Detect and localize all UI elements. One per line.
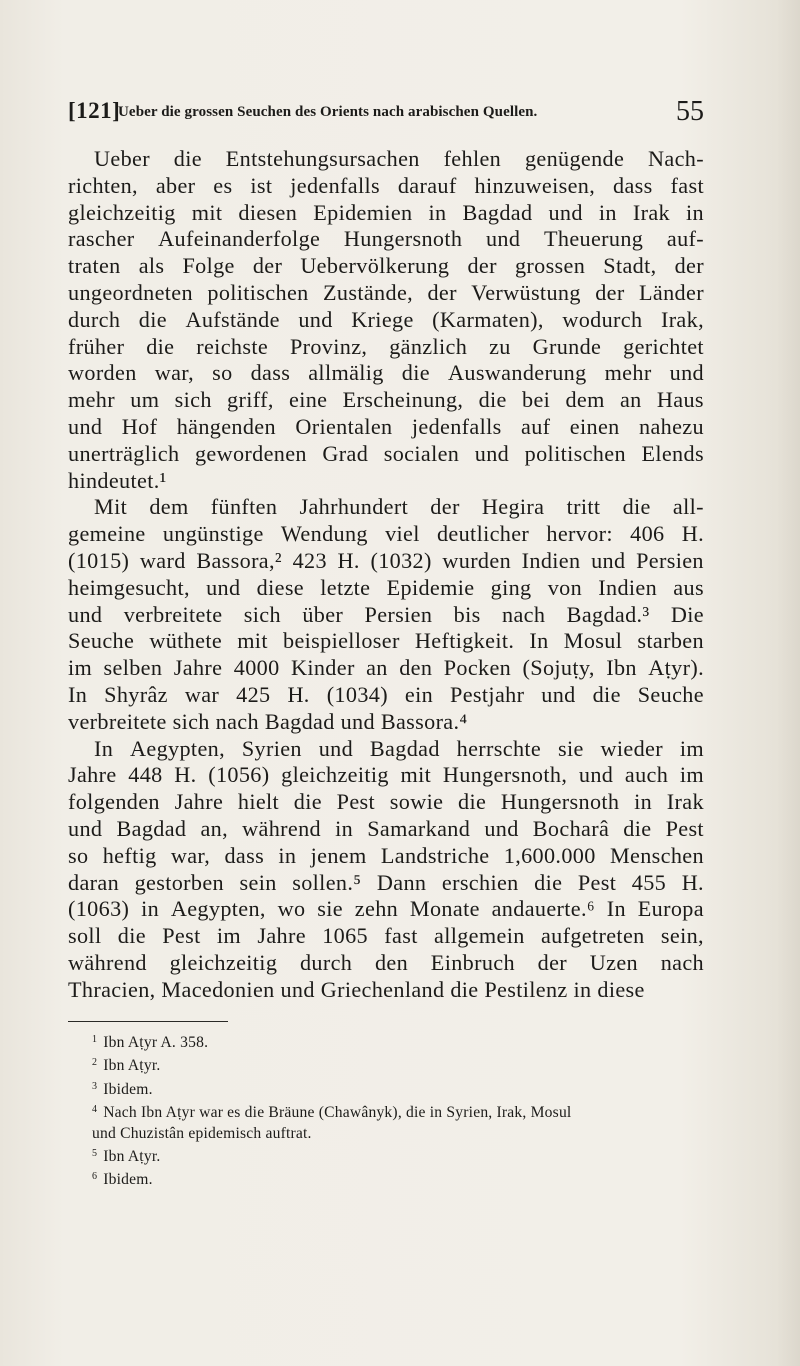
text-line: im selben Jahre 4000 Kinder an den Pocken (Sojuṭy, Ibn Aṭyr). (68, 655, 704, 681)
text-line: gleichzeitig mit diesen Epidemien in Bagdad und in Irak in (68, 199, 704, 225)
text-line: und Bagdad an, während in Samarkand und Bocharâ die Pest (68, 815, 704, 841)
footnote-number: 2 (92, 1057, 98, 1069)
text-line: daran gestorben sein sollen.⁵ Dann erschien die Pest 455 H. (68, 869, 704, 895)
footnote-number: 1 (92, 1034, 98, 1045)
page-header (68, 98, 704, 134)
footnote-text: Ibidem. (103, 1171, 153, 1189)
text-line: soll die Pest im Jahre 1065 fast allgemein aufgetreten sein, (68, 923, 704, 949)
text-line: früher die reichste Provinz, gänzlich zu Grunde gerichtet (68, 333, 704, 359)
text-line: richten, aber es ist jedenfalls darauf hinzuweisen, dass fast (68, 172, 704, 198)
footnote (92, 1100, 704, 1123)
footnotes (92, 1030, 704, 1191)
footnote (92, 1144, 704, 1167)
text-line: Thracien, Macedonien und Griechenland die Pestilenz in diese (68, 976, 645, 1002)
text-line: Jahre 448 H. (1056) gleichzeitig mit Hungersnoth, und auch im (68, 762, 704, 788)
text-line: Mit dem fünften Jahrhundert der Hegira tritt die all- (94, 494, 704, 520)
text-line: rascher Aufeinanderfolge Hungersnoth und Theuerung auf- (68, 226, 704, 252)
page-reference: [121] (68, 98, 121, 123)
text-line: traten als Folge der Uebervölkerung der grossen Stadt, der (68, 253, 704, 279)
text-line: (1063) in Aegypten, wo sie zehn Monate andauerte.⁶ In Europa (68, 896, 704, 922)
footnote-text: Ibn Aṭyr. (103, 1057, 161, 1075)
text-line: unerträglich gewordenen Grad socialen und politischen Elends (68, 440, 704, 466)
text-line: Seuche wüthete mit beispielloser Heftigkeit. In Mosul starben (68, 628, 704, 654)
footnote-number: 4 (92, 1104, 98, 1116)
footnote-text: und Chuzistân epidemisch auftrat. (92, 1124, 312, 1142)
text-line: und Hof hängenden Orientalen jedenfalls auf einen nahezu (68, 413, 704, 439)
footnote-number: 3 (92, 1080, 98, 1092)
text-line: und verbreitete sich über Persien bis nach Bagdad.³ Die (68, 601, 704, 627)
text-line: gemeine ungünstige Wendung viel deutlicher hervor: 406 H. (68, 521, 704, 547)
text-line: In Aegypten, Syrien und Bagdad herrschte sie wieder im (94, 735, 704, 761)
footnote (92, 1167, 704, 1190)
footnote-text: Ibn Aṭyr A. 358. (103, 1034, 209, 1051)
footnote (92, 1124, 704, 1144)
running-title: Ueber die grossen Seuchen des Orients nach arabischen Quellen. (118, 104, 538, 120)
page-number: 55 (676, 96, 704, 127)
text-line: mehr um sich griff, eine Erscheinung, die bei dem an Haus (68, 387, 704, 413)
text-line: ungeordneten politischen Zustände, der Verwüstung der Länder (68, 279, 704, 305)
text-line: Ueber die Entstehungsursachen fehlen genügende Nach- (94, 146, 704, 171)
footnote (92, 1077, 704, 1100)
text-line: (1015) ward Bassora,² 423 H. (1032) wurden Indien und Persien (68, 547, 704, 573)
text-line: In Shyrâz war 425 H. (1034) ein Pestjahr und die Seuche (68, 681, 704, 707)
footnote-text: Ibidem. (103, 1080, 153, 1098)
footnote (92, 1053, 704, 1076)
text-line: hindeutet.¹ (68, 467, 167, 493)
text-line: folgenden Jahre hielt die Pest sowie die Hungersnoth in Irak (68, 789, 704, 815)
text-line: worden war, so dass allmälig die Auswanderung mehr und (68, 360, 704, 386)
footnote-number: 5 (92, 1148, 98, 1160)
footnote (92, 1030, 704, 1053)
text-line: heimgesucht, und diese letzte Epidemie ging von Indien aus (68, 574, 704, 600)
body-text (68, 146, 704, 1004)
footnote-text: Nach Ibn Aṭyr war es die Bräune (Chawânyk), die in Syrien, Irak, Mosul (103, 1104, 572, 1122)
footnote-divider (68, 1021, 228, 1022)
footnote-number: 6 (92, 1171, 98, 1183)
text-line: durch die Aufstände und Kriege (Karmaten), wodurch Irak, (68, 306, 704, 332)
text-line: so heftig war, dass in jenem Landstriche 1,600.000 Menschen (68, 842, 704, 868)
footnote-text: Ibn Aṭyr. (103, 1148, 161, 1166)
text-line: während gleichzeitig durch den Einbruch der Uzen nach (68, 949, 704, 975)
text-line: verbreitete sich nach Bagdad und Bassora.⁴ (68, 708, 468, 734)
